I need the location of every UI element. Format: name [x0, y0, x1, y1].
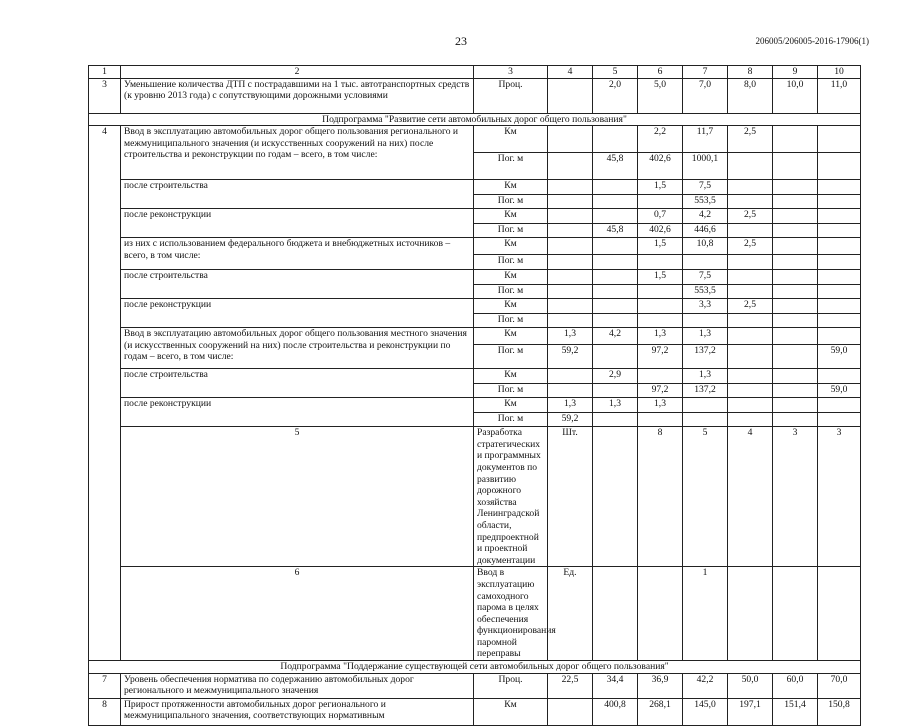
unit: Ед.: [548, 567, 593, 661]
value-cell: [773, 398, 818, 413]
unit: Км: [474, 299, 548, 314]
value-cell: 5,0: [638, 78, 683, 113]
column-header: 6: [638, 66, 683, 79]
value-cell: [728, 195, 773, 209]
value-cell: [548, 195, 593, 209]
document-code: 206005/206005-2016-17906(1): [755, 36, 869, 46]
row-number: 4: [89, 126, 121, 661]
value-cell: [548, 78, 593, 113]
value-cell: [638, 413, 683, 427]
subprogram-title: Подпрограмма "Развитие сети автомобильных дорог общего пользования": [89, 113, 861, 126]
indicator-description: Ввод в эксплуатацию автомобильных дорог общего пользования местного значения (и искусственных сооружений на них) после строительства и реконструкции по годам – всего, в том числе:: [121, 328, 474, 369]
unit: Шт.: [548, 427, 593, 567]
value-cell: [818, 413, 861, 427]
unit: Проц.: [474, 78, 548, 113]
unit: Км: [474, 238, 548, 255]
value-cell: [593, 285, 638, 299]
table-row: [89, 180, 861, 195]
table-row: [89, 270, 861, 285]
value-cell: [773, 314, 818, 328]
value-cell: [773, 195, 818, 209]
value-cell: [818, 255, 861, 270]
unit: Пог. м: [474, 255, 548, 270]
unit: Пог. м: [474, 413, 548, 427]
value-cell: 1,3: [638, 398, 683, 413]
value-cell: 36,9: [638, 673, 683, 698]
page-number: 23: [455, 34, 467, 48]
value-cell: 1,5: [638, 180, 683, 195]
subprogram-title: Подпрограмма "Поддержание существующей сети автомобильных дорог общего пользования": [89, 661, 861, 674]
unit: Км: [474, 369, 548, 384]
value-cell: [773, 126, 818, 153]
value-cell: [728, 224, 773, 238]
subprogram-row: [89, 113, 861, 126]
value-cell: 50,0: [728, 673, 773, 698]
value-cell: 402,6: [638, 153, 683, 180]
unit: Пог. м: [474, 314, 548, 328]
value-cell: [818, 270, 861, 285]
value-cell: [728, 285, 773, 299]
value-cell: 8,0: [728, 78, 773, 113]
value-cell: 34,4: [593, 673, 638, 698]
value-cell: 1,3: [548, 328, 593, 345]
value-cell: [773, 180, 818, 195]
value-cell: [773, 328, 818, 345]
value-cell: [773, 270, 818, 285]
unit: Пог. м: [474, 285, 548, 299]
unit: Км: [474, 698, 548, 725]
value-cell: [818, 567, 861, 661]
value-cell: [593, 270, 638, 285]
value-cell: 59,0: [818, 345, 861, 369]
value-cell: [818, 180, 861, 195]
value-cell: [638, 314, 683, 328]
value-cell: [728, 413, 773, 427]
value-cell: 2,9: [593, 369, 638, 384]
value-cell: [548, 314, 593, 328]
header-row: [89, 66, 861, 79]
value-cell: [773, 238, 818, 255]
table-row: [89, 238, 861, 255]
unit: Км: [474, 270, 548, 285]
unit: Км: [474, 328, 548, 345]
table-row: [89, 299, 861, 314]
value-cell: [818, 328, 861, 345]
value-cell: [638, 369, 683, 384]
indicator-description: Разработка стратегических и программных документов по развитию дорожного хозяйства Ленинградской области, предпроектной и проектной документации: [474, 427, 548, 567]
value-cell: [728, 328, 773, 345]
value-cell: [593, 126, 638, 153]
value-cell: 2,5: [728, 238, 773, 255]
value-cell: 1,3: [638, 328, 683, 345]
value-cell: [548, 224, 593, 238]
indicator-description: после реконструкции: [121, 209, 474, 238]
row-number: 6: [121, 567, 474, 661]
value-cell: 4: [728, 427, 773, 567]
value-cell: 0,7: [638, 209, 683, 224]
unit: Км: [474, 180, 548, 195]
value-cell: [683, 255, 728, 270]
value-cell: 137,2: [683, 384, 728, 398]
value-cell: [683, 314, 728, 328]
value-cell: 3: [773, 427, 818, 567]
column-header: 4: [548, 66, 593, 79]
value-cell: [773, 413, 818, 427]
table-row: [89, 673, 861, 698]
value-cell: [638, 255, 683, 270]
value-cell: 70,0: [818, 673, 861, 698]
indicator-description: после реконструкции: [121, 299, 474, 328]
table-row: [89, 398, 861, 413]
value-cell: [593, 567, 638, 661]
value-cell: 553,5: [683, 285, 728, 299]
value-cell: [728, 180, 773, 195]
value-cell: 7,5: [683, 270, 728, 285]
value-cell: 1,3: [548, 398, 593, 413]
indicator-description: после реконструкции: [121, 398, 474, 427]
value-cell: [818, 285, 861, 299]
value-cell: [773, 567, 818, 661]
indicator-description: после строительства: [121, 180, 474, 209]
value-cell: [593, 255, 638, 270]
value-cell: [773, 209, 818, 224]
value-cell: [593, 180, 638, 195]
value-cell: [818, 195, 861, 209]
indicator-description: Уменьшение количества ДТП с пострадавшими на 1 тыс. автотранспортных средств (к уровню 2013 года) с сопутствующими дорожными условиями: [121, 78, 474, 113]
value-cell: 10,8: [683, 238, 728, 255]
value-cell: [728, 345, 773, 369]
column-header: 2: [121, 66, 474, 79]
value-cell: 2,5: [728, 299, 773, 314]
table-row: [89, 567, 861, 661]
column-header: 7: [683, 66, 728, 79]
table-row: [89, 78, 861, 113]
value-cell: 151,4: [773, 698, 818, 725]
value-cell: 145,0: [683, 698, 728, 725]
indicators-table: [88, 65, 861, 726]
value-cell: [818, 126, 861, 153]
value-cell: 150,8: [818, 698, 861, 725]
row-number: 5: [121, 427, 474, 567]
value-cell: [818, 238, 861, 255]
value-cell: 11,7: [683, 126, 728, 153]
value-cell: 45,8: [593, 224, 638, 238]
value-cell: 4,2: [683, 209, 728, 224]
value-cell: [593, 384, 638, 398]
value-cell: [818, 224, 861, 238]
value-cell: [818, 153, 861, 180]
value-cell: [548, 698, 593, 725]
value-cell: 60,0: [773, 673, 818, 698]
value-cell: [548, 270, 593, 285]
value-cell: [548, 299, 593, 314]
value-cell: 59,2: [548, 413, 593, 427]
value-cell: [773, 345, 818, 369]
value-cell: 137,2: [683, 345, 728, 369]
value-cell: [593, 195, 638, 209]
value-cell: [548, 369, 593, 384]
unit: Пог. м: [474, 384, 548, 398]
value-cell: 1,5: [638, 270, 683, 285]
value-cell: [548, 126, 593, 153]
value-cell: 45,8: [593, 153, 638, 180]
value-cell: 97,2: [638, 384, 683, 398]
row-number: 7: [89, 673, 121, 698]
table-row: [89, 126, 861, 153]
unit: Км: [474, 398, 548, 413]
value-cell: 2,0: [593, 78, 638, 113]
value-cell: 5: [683, 427, 728, 567]
value-cell: [593, 299, 638, 314]
unit: Км: [474, 126, 548, 153]
value-cell: [548, 285, 593, 299]
value-cell: [683, 413, 728, 427]
value-cell: 7,0: [683, 78, 728, 113]
row-number: 8: [89, 698, 121, 725]
value-cell: [728, 270, 773, 285]
value-cell: 1,5: [638, 238, 683, 255]
value-cell: 3: [818, 427, 861, 567]
indicator-description: Ввод в эксплуатацию самоходного парома в целях обеспечения функционирования паромной переправы: [474, 567, 548, 661]
indicator-description: после строительства: [121, 369, 474, 398]
value-cell: 400,8: [593, 698, 638, 725]
value-cell: 1,3: [683, 369, 728, 384]
value-cell: [548, 255, 593, 270]
value-cell: [593, 314, 638, 328]
value-cell: 97,2: [638, 345, 683, 369]
value-cell: 197,1: [728, 698, 773, 725]
value-cell: [593, 427, 638, 567]
value-cell: [773, 224, 818, 238]
value-cell: 402,6: [638, 224, 683, 238]
indicator-description: Уровень обеспечения норматива по содержанию автомобильных дорог регионального и межмуниципального значения: [121, 673, 474, 698]
unit: Пог. м: [474, 224, 548, 238]
value-cell: 553,5: [683, 195, 728, 209]
value-cell: [818, 209, 861, 224]
column-header: 8: [728, 66, 773, 79]
value-cell: [638, 567, 683, 661]
value-cell: 1,3: [683, 328, 728, 345]
indicator-description: Прирост протяженности автомобильных дорог регионального и межмуниципального значения, соответствующих нормативным: [121, 698, 474, 725]
column-header: 9: [773, 66, 818, 79]
indicator-description: после строительства: [121, 270, 474, 299]
value-cell: 268,1: [638, 698, 683, 725]
value-cell: [728, 153, 773, 180]
value-cell: 10,0: [773, 78, 818, 113]
subprogram-row: [89, 661, 861, 674]
value-cell: 8: [638, 427, 683, 567]
value-cell: 2,5: [728, 209, 773, 224]
value-cell: 59,0: [818, 384, 861, 398]
value-cell: [548, 153, 593, 180]
value-cell: [728, 398, 773, 413]
unit: Км: [474, 209, 548, 224]
value-cell: 2,5: [728, 126, 773, 153]
indicator-description: из них с использованием федерального бюджета и внебюджетных источников – всего, в том числе:: [121, 238, 474, 270]
value-cell: 4,2: [593, 328, 638, 345]
value-cell: [638, 195, 683, 209]
value-cell: [548, 180, 593, 195]
column-header: 3: [474, 66, 548, 79]
value-cell: 3,3: [683, 299, 728, 314]
value-cell: [593, 209, 638, 224]
value-cell: [773, 285, 818, 299]
unit: Пог. м: [474, 153, 548, 180]
value-cell: 1000,1: [683, 153, 728, 180]
value-cell: [683, 398, 728, 413]
value-cell: 446,6: [683, 224, 728, 238]
indicator-description: Ввод в эксплуатацию автомобильных дорог общего пользования регионального и межмуниципального значения (и искусственных сооружений на них) после строительства и реконструкции по годам – всего, в том числе:: [121, 126, 474, 180]
value-cell: [548, 209, 593, 224]
value-cell: [773, 153, 818, 180]
column-header: 1: [89, 66, 121, 79]
value-cell: [773, 299, 818, 314]
value-cell: [773, 369, 818, 384]
value-cell: [728, 314, 773, 328]
row-number: 3: [89, 78, 121, 113]
table-row: [89, 698, 861, 725]
value-cell: [593, 238, 638, 255]
value-cell: [728, 567, 773, 661]
value-cell: [728, 369, 773, 384]
value-cell: [818, 299, 861, 314]
value-cell: [593, 413, 638, 427]
unit: Пог. м: [474, 195, 548, 209]
value-cell: 42,2: [683, 673, 728, 698]
value-cell: [548, 384, 593, 398]
value-cell: 2,2: [638, 126, 683, 153]
value-cell: 1: [683, 567, 728, 661]
table-row: [89, 369, 861, 384]
column-header: 10: [818, 66, 861, 79]
table-row: [89, 328, 861, 345]
table-row: [89, 427, 861, 567]
value-cell: [728, 255, 773, 270]
unit: Проц.: [474, 673, 548, 698]
value-cell: 11,0: [818, 78, 861, 113]
unit: Пог. м: [474, 345, 548, 369]
value-cell: [638, 285, 683, 299]
value-cell: [818, 398, 861, 413]
value-cell: [818, 369, 861, 384]
value-cell: [728, 384, 773, 398]
value-cell: [818, 314, 861, 328]
column-header: 5: [593, 66, 638, 79]
value-cell: 1,3: [593, 398, 638, 413]
value-cell: [548, 238, 593, 255]
value-cell: 22,5: [548, 673, 593, 698]
value-cell: [773, 255, 818, 270]
value-cell: 7,5: [683, 180, 728, 195]
table-row: [89, 209, 861, 224]
value-cell: [593, 345, 638, 369]
value-cell: [773, 384, 818, 398]
value-cell: 59,2: [548, 345, 593, 369]
value-cell: [638, 299, 683, 314]
